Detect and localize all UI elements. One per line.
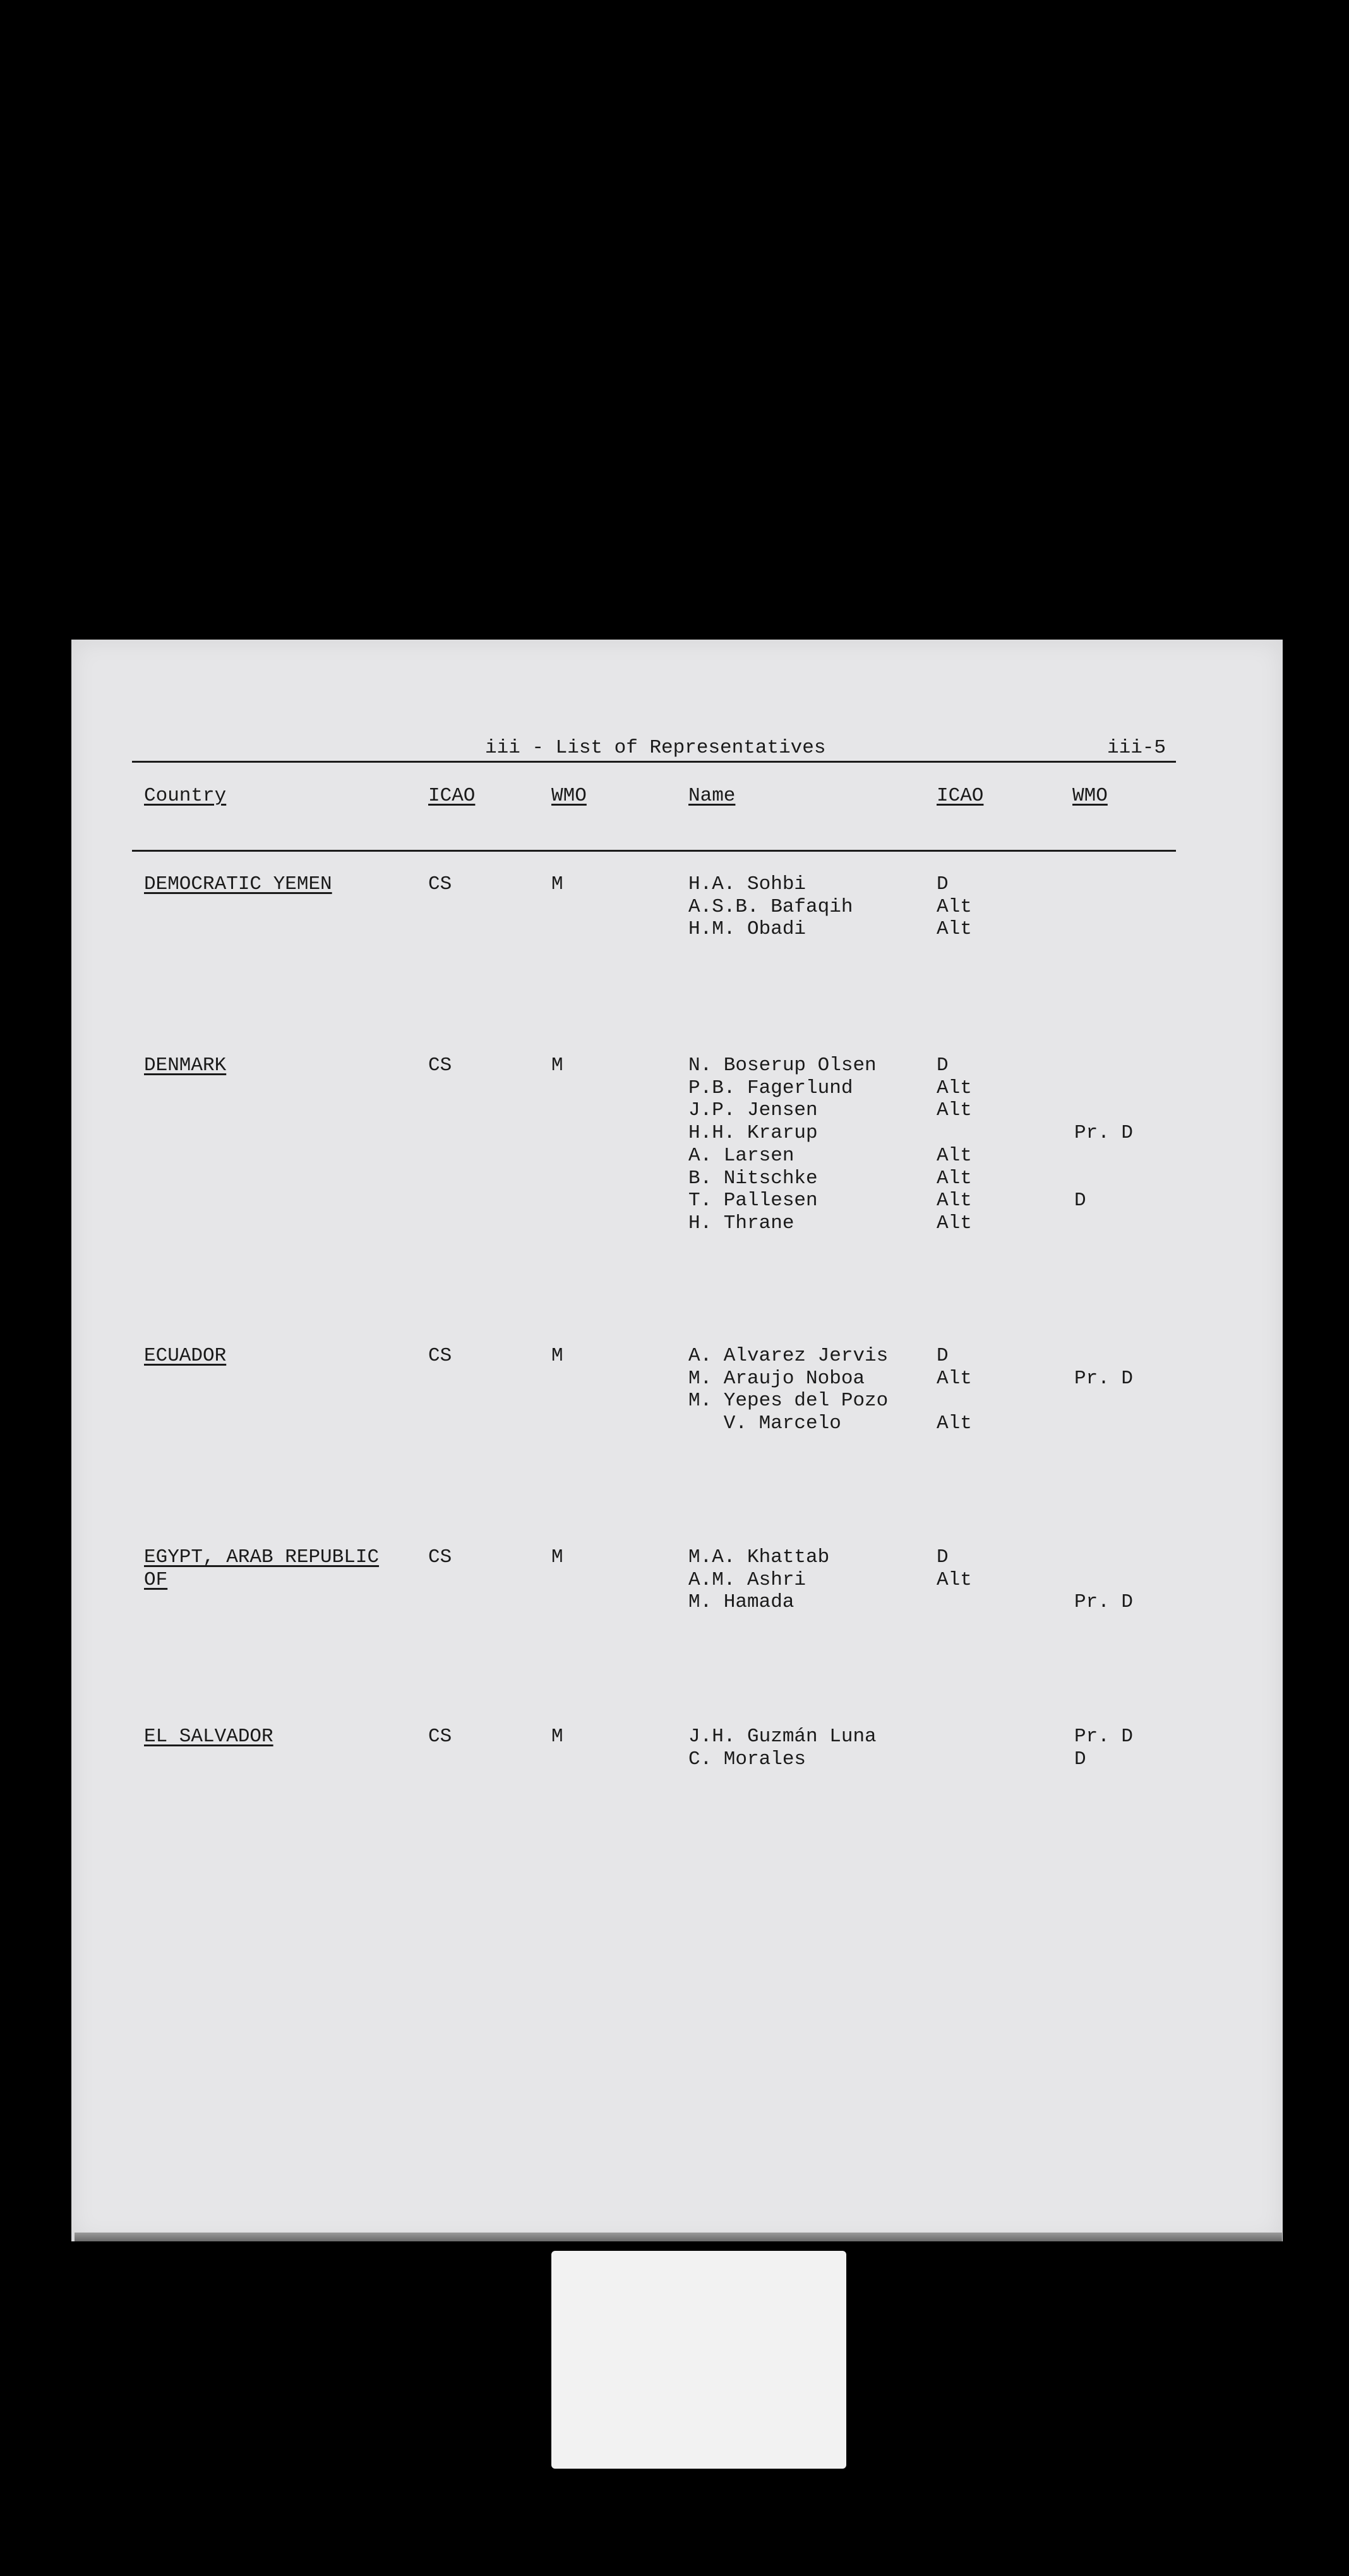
- representative-wmo-role: Pr. D: [1074, 1122, 1134, 1145]
- column-header-country: Country: [144, 785, 227, 807]
- representative-icao-role: Alt: [937, 1412, 972, 1435]
- country-wmo-status: M: [551, 1726, 563, 1748]
- representative-name: J.P. Jensen: [688, 1099, 818, 1122]
- representative-icao-role: D: [937, 1054, 949, 1076]
- country-name: DENMARK: [144, 1054, 227, 1076]
- representative-name: P.B. Fagerlund: [688, 1076, 853, 1099]
- document-page: [71, 640, 1283, 2241]
- representative-name: B. Nitschke: [688, 1167, 818, 1190]
- column-header-rule: [132, 850, 1176, 852]
- page-number: iii-5: [1107, 737, 1166, 759]
- representative-name: A. Larsen: [688, 1144, 794, 1167]
- country-name: EL SALVADOR: [144, 1726, 273, 1748]
- representative-icao-role: Alt: [937, 1167, 972, 1190]
- representative-icao-role: Alt: [937, 1367, 972, 1390]
- representative-name: H.H. Krarup: [688, 1122, 818, 1145]
- representative-name: C. Morales: [688, 1748, 806, 1770]
- column-header-name: Name: [688, 785, 736, 807]
- representative-name: M. Araujo Noboa: [688, 1367, 865, 1390]
- country-icao-status: CS: [428, 1054, 452, 1076]
- representative-wmo-role: Pr. D: [1074, 1367, 1134, 1390]
- representative-name: H. Thrane: [688, 1212, 794, 1234]
- representative-icao-role: Alt: [937, 1212, 972, 1234]
- representative-icao-role: D: [937, 1345, 949, 1367]
- representative-name: M. Yepes del Pozo: [688, 1390, 889, 1412]
- representative-name: V. Marcelo: [688, 1412, 841, 1435]
- representative-icao-role: Alt: [937, 1076, 972, 1099]
- representative-name: J.H. Guzmán Luna: [688, 1726, 877, 1748]
- representative-name: T. Pallesen: [688, 1190, 818, 1212]
- column-header-rep-icao: ICAO: [937, 785, 984, 807]
- country-wmo-status: M: [551, 1054, 563, 1076]
- country-icao-status: CS: [428, 1345, 452, 1367]
- country-icao-status: CS: [428, 1726, 452, 1748]
- representative-name: A. Alvarez Jervis: [688, 1345, 889, 1367]
- page-title: iii - List of Representatives: [485, 737, 826, 759]
- representative-wmo-role: Pr. D: [1074, 1591, 1134, 1614]
- representative-icao-role: Alt: [937, 895, 972, 918]
- country-wmo-status: M: [551, 873, 563, 895]
- page-bottom-edge: [75, 2233, 1282, 2241]
- country-name: ECUADOR: [144, 1345, 227, 1367]
- representative-icao-role: D: [937, 873, 949, 895]
- country-icao-status: CS: [428, 1546, 452, 1568]
- representative-icao-role: Alt: [937, 1099, 972, 1122]
- representative-name: A.M. Ashri: [688, 1568, 806, 1591]
- column-header-rep-wmo: WMO: [1072, 785, 1108, 807]
- representative-name: M. Hamada: [688, 1591, 794, 1614]
- representative-wmo-role: D: [1074, 1190, 1086, 1212]
- country-name: OF: [144, 1568, 168, 1591]
- country-wmo-status: M: [551, 1345, 563, 1367]
- representative-icao-role: Alt: [937, 1144, 972, 1167]
- representative-name: M.A. Khattab: [688, 1546, 830, 1568]
- header-rule: [132, 761, 1176, 763]
- representative-icao-role: Alt: [937, 918, 972, 941]
- country-name: DEMOCRATIC YEMEN: [144, 873, 332, 895]
- representative-name: H.A. Sohbi: [688, 873, 806, 895]
- representative-wmo-role: Pr. D: [1074, 1726, 1134, 1748]
- column-header-wmo: WMO: [551, 785, 587, 807]
- column-header-icao: ICAO: [428, 785, 476, 807]
- country-icao-status: CS: [428, 873, 452, 895]
- representative-icao-role: Alt: [937, 1190, 972, 1212]
- representative-wmo-role: D: [1074, 1748, 1086, 1770]
- country-name: EGYPT, ARAB REPUBLIC: [144, 1546, 380, 1568]
- representative-name: A.S.B. Bafaqih: [688, 895, 853, 918]
- representative-name: H.M. Obadi: [688, 918, 806, 941]
- blank-card: [551, 2251, 846, 2469]
- representative-icao-role: D: [937, 1546, 949, 1568]
- representative-icao-role: Alt: [937, 1568, 972, 1591]
- country-wmo-status: M: [551, 1546, 563, 1568]
- representative-name: N. Boserup Olsen: [688, 1054, 877, 1076]
